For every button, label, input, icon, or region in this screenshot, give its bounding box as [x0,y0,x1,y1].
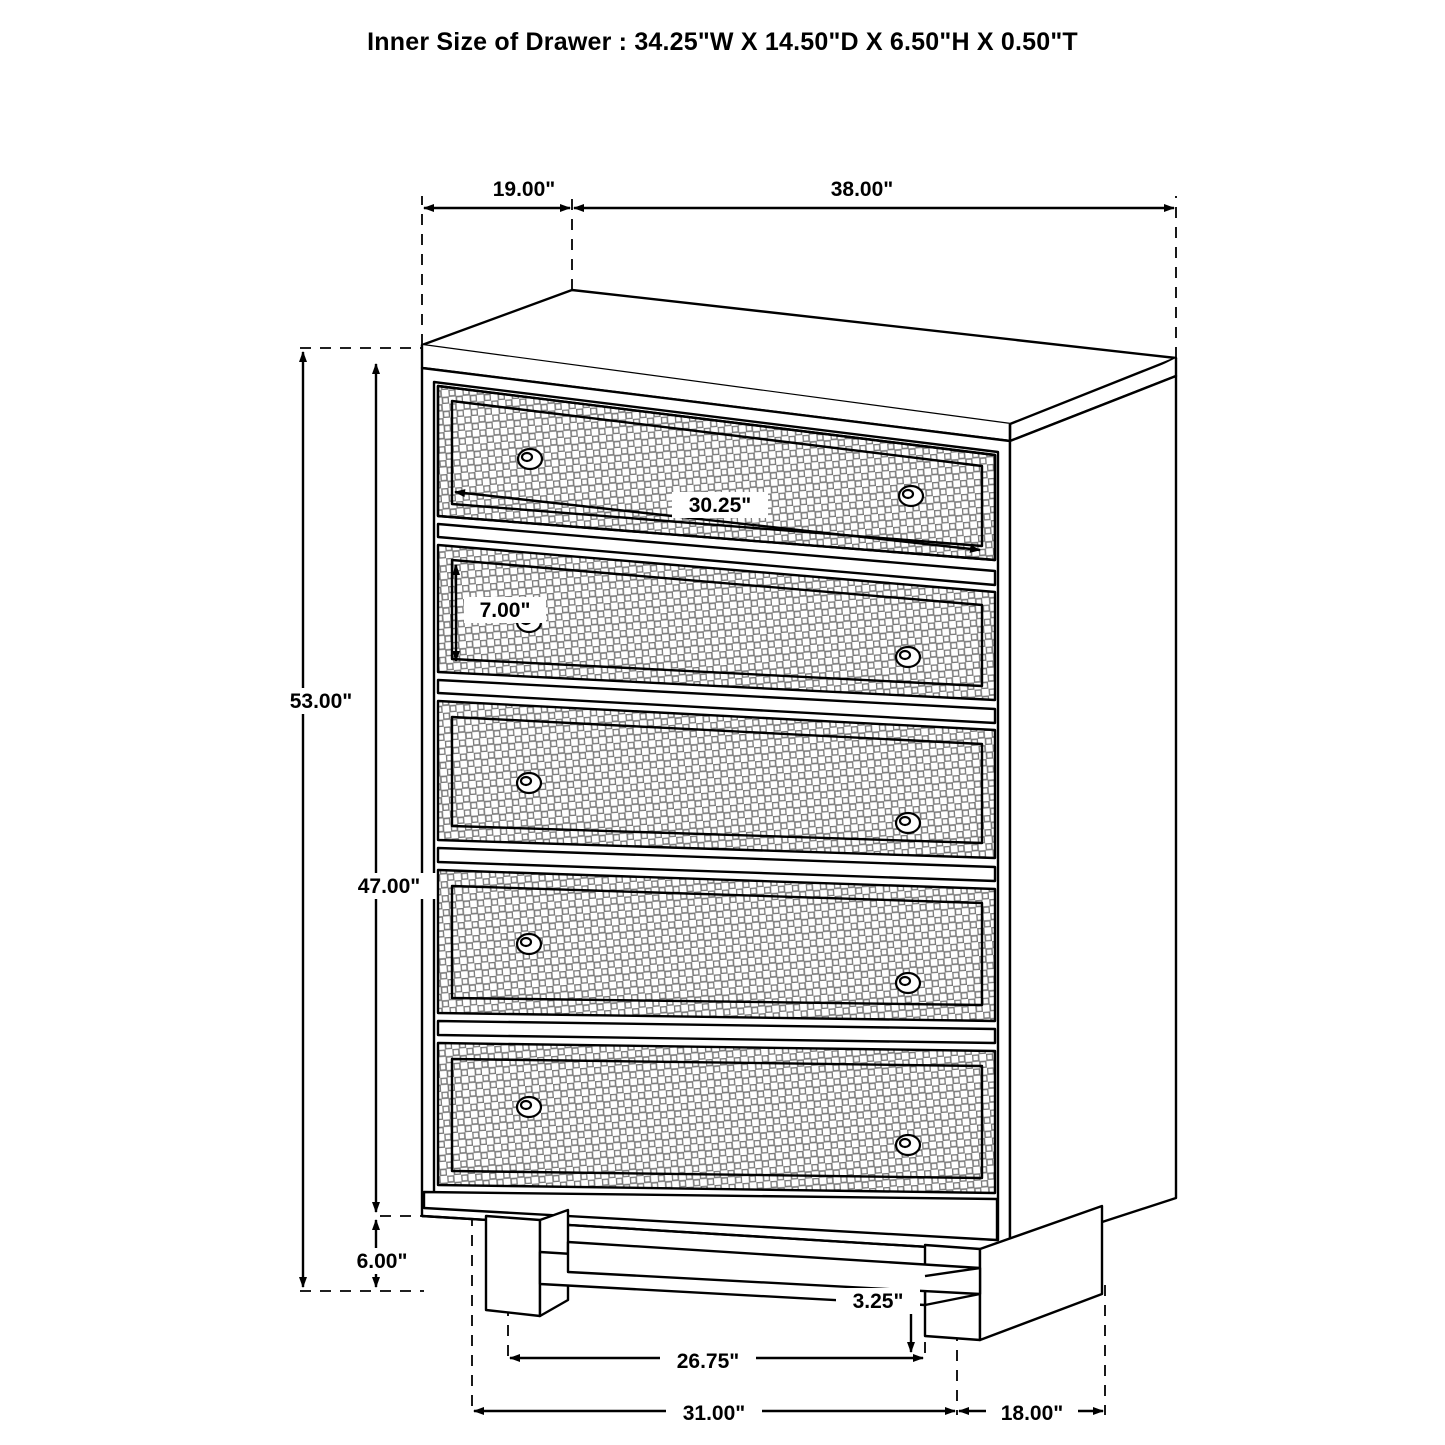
dim-base-depth: 18.00" [1000,1402,1064,1425]
dim-drawer-inner-height: 7.00" [479,599,531,622]
dim-base-inner-width: 26.75" [676,1350,740,1373]
dim-drawer-inner-width: 30.25" [688,494,752,517]
dim-width-top: 38.00" [830,178,894,201]
dim-leg-height: 6.00" [356,1250,408,1273]
page-title: Inner Size of Drawer : 34.25"W X 14.50"D X 6.50"H X 0.50"T [367,28,1078,56]
dim-total-height: 53.00" [289,690,353,713]
dim-cabinet-height: 47.00" [357,875,421,898]
dim-base-width: 31.00" [682,1402,746,1425]
dim-stretcher-height: 3.25" [852,1290,904,1313]
dim-depth-top: 19.00" [492,178,556,201]
